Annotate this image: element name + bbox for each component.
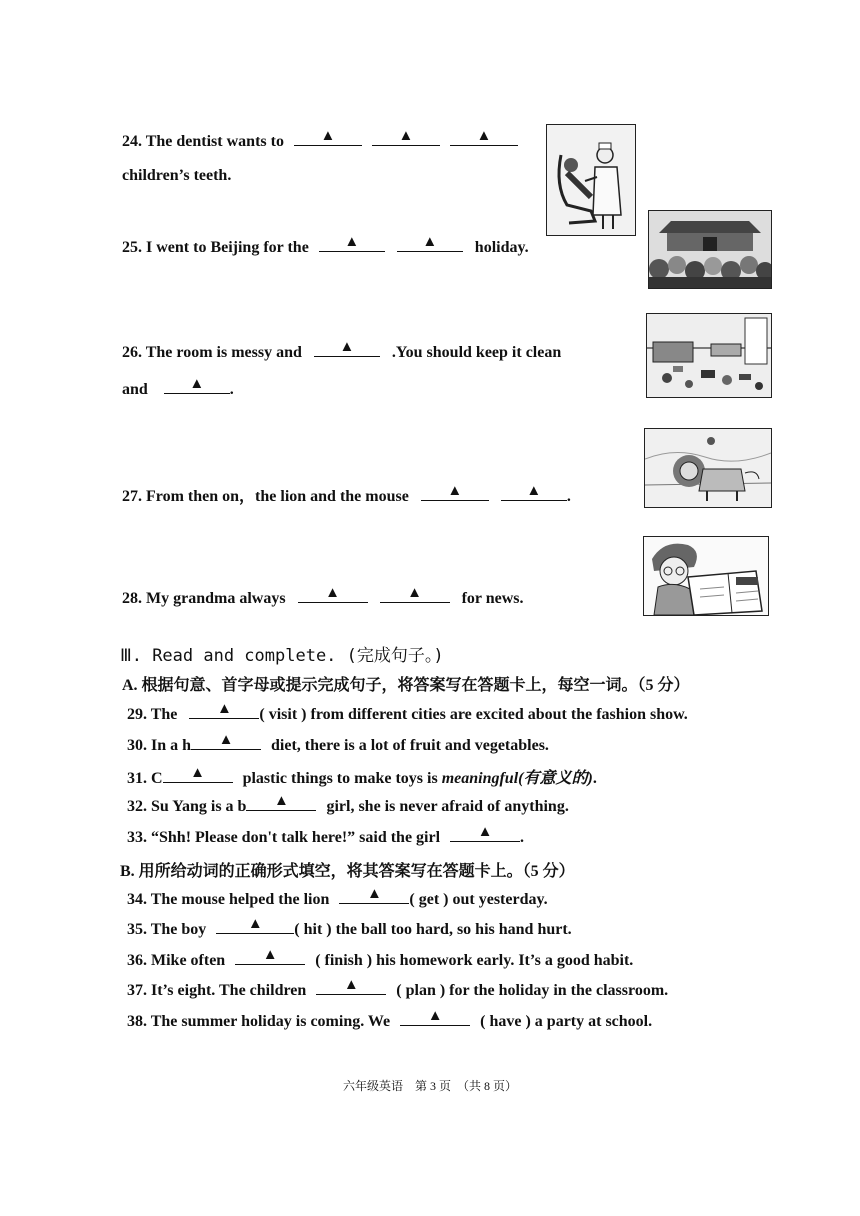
question-31: 31. C ▲ plastic things to make toys is meaningful(有意义的). [127, 765, 597, 787]
part-b-heading: B. 用所给动词的正确形式填空，将其答案写在答题卡上。（5 分） [120, 863, 575, 880]
question-27-text: 27. From then on，the lion and the mouse [122, 488, 409, 505]
question-25 [122, 234, 529, 257]
question-26-tail: .You should keep it clean [391, 344, 562, 361]
question-24-line2: children’s teeth. [122, 167, 232, 184]
answer-blank[interactable]: ▲ [339, 889, 409, 904]
question-26-text: 26. The room is messy and [122, 344, 302, 361]
question-26-line2: and ▲ . [122, 376, 234, 398]
part-a-heading: A. 根据句意、首字母或提示完成句子，将答案写在答题卡上，每空一词。（5 分） [122, 677, 690, 694]
answer-blank[interactable]: ▲ [164, 379, 230, 394]
question-38: 38. The summer holiday is coming. We ▲ ( have ) a party at school. [127, 1008, 653, 1030]
question-29: 29. The ▲ ( visit ) from different cities are excited about the fashion show. [127, 701, 688, 723]
answer-blank[interactable]: ▲ [421, 486, 489, 501]
page-footer: 六年级英语 第 3 页 （共 8 页） [342, 1079, 517, 1093]
question-24 [122, 128, 518, 151]
answer-blank[interactable]: ▲ [298, 588, 368, 603]
beijing-crowd-picture [648, 210, 772, 289]
answer-blank[interactable]: ▲ [246, 796, 316, 811]
answer-blank[interactable]: ▲ [163, 768, 233, 783]
question-36: 36. Mike often ▲ ( finish ) his homework early. It’s a good habit. [127, 947, 634, 969]
grandma-newspaper-picture [643, 536, 769, 616]
answer-blank[interactable]: ▲ [397, 237, 463, 252]
question-32: 32. Su Yang is a b ▲ girl, she is never afraid of anything. [127, 793, 569, 815]
dentist-picture [546, 124, 636, 236]
lion-mouse-picture [644, 428, 772, 508]
answer-blank[interactable]: ▲ [450, 827, 520, 842]
answer-blank[interactable]: ▲ [216, 919, 294, 934]
question-34: 34. The mouse helped the lion ▲ ( get ) out yesterday. [127, 886, 548, 908]
question-37: 37. It’s eight. The children ▲ ( plan ) for the holiday in the classroom. [127, 977, 669, 999]
question-28 [122, 585, 524, 608]
question-24-text: 24. The dentist wants to [122, 133, 284, 150]
section-3-title: Ⅲ. Read and complete. (完成句子。) [120, 646, 444, 666]
answer-blank[interactable]: ▲ [450, 131, 518, 146]
question-26 [122, 339, 562, 362]
question-30: 30. In a h ▲ diet, there is a lot of fruit and vegetables. [127, 732, 549, 754]
question-35: 35. The boy ▲ ( hit ) the ball too hard, so his hand hurt. [127, 916, 572, 938]
question-28-tail: for news. [461, 590, 524, 607]
answer-blank[interactable]: ▲ [191, 735, 261, 750]
answer-blank[interactable]: ▲ [189, 704, 259, 719]
answer-blank[interactable]: ▲ [501, 486, 567, 501]
answer-blank[interactable]: ▲ [372, 131, 440, 146]
answer-blank[interactable]: ▲ [294, 131, 362, 146]
answer-blank[interactable]: ▲ [314, 342, 380, 357]
answer-blank[interactable]: ▲ [316, 980, 386, 995]
question-27: 27. From then on，the lion and the mouse ▲ ▲ . [122, 483, 571, 505]
question-33: 33. “Shh! Please don't talk here!” said the girl ▲ . [127, 824, 525, 846]
question-28-text: 28. My grandma always [122, 590, 286, 607]
question-25-tail: holiday. [474, 239, 529, 256]
answer-blank[interactable]: ▲ [235, 950, 305, 965]
answer-blank[interactable]: ▲ [380, 588, 450, 603]
answer-blank[interactable]: ▲ [319, 237, 385, 252]
messy-room-picture [646, 313, 772, 398]
answer-blank[interactable]: ▲ [400, 1011, 470, 1026]
question-25-text: 25. I went to Beijing for the [122, 239, 309, 256]
